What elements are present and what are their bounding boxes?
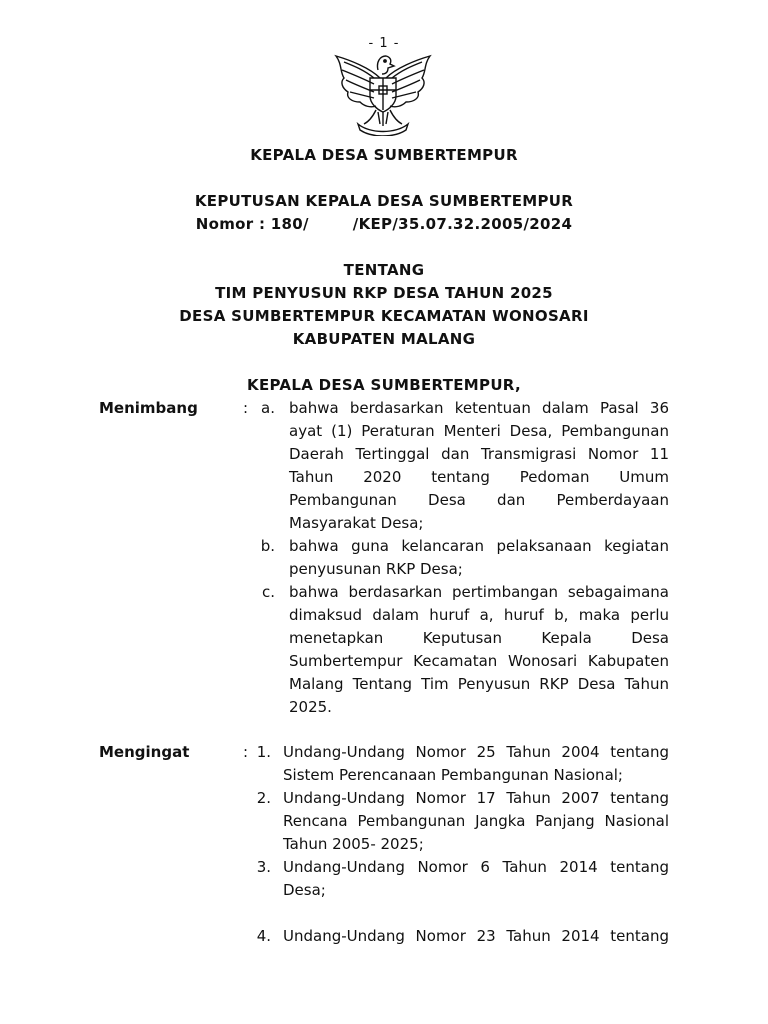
item-mark: 1. <box>256 743 271 761</box>
decree-number-label: Nomor : 180/ <box>195 215 309 233</box>
text-line: Undang-Undang Nomor 6 Tahun 2014 tentang <box>283 858 669 876</box>
item-mark: b. <box>260 537 275 555</box>
text-line: Undang-Undang Nomor 17 Tahun 2007 tentang <box>283 789 669 807</box>
text-line: Malang Tentang Tim Penyusun RKP Desa Tahun <box>289 675 669 693</box>
text-line: bahwa guna kelancaran pelaksanaan kegiatan <box>289 537 669 555</box>
text-line: Tahun 2020 tentang Pedoman Umum <box>289 468 669 486</box>
text-line: Daerah Tertinggal dan Transmigrasi Nomor 11 <box>289 445 669 463</box>
subject-line-2: DESA SUMBERTEMPUR KECAMATAN WONOSARI <box>179 307 589 325</box>
mengingat-label: Mengingat <box>99 743 190 761</box>
text-line: bahwa berdasarkan ketentuan dalam Pasal 36 <box>289 399 669 417</box>
issuer-heading: KEPALA DESA SUMBERTEMPUR, <box>247 376 521 394</box>
decree-number-code: /KEP/35.07.32.2005/2024 <box>352 215 573 233</box>
mengingat-colon: : <box>243 743 249 761</box>
text-line: Desa; <box>283 881 326 899</box>
subject-line-1: TIM PENYUSUN RKP DESA TAHUN 2025 <box>215 284 553 302</box>
text-line: Tahun 2005- 2025; <box>283 835 424 853</box>
text-line: bahwa berdasarkan pertimbangan sebagaimana <box>289 583 669 601</box>
text-line: 2025. <box>289 698 332 716</box>
text-line: Sumbertempur Kecamatan Wonosari Kabupaten <box>289 652 669 670</box>
text-line: Pembangunan Desa dan Pemberdayaan <box>289 491 669 509</box>
text-line: Undang-Undang Nomor 23 Tahun 2014 tentang <box>283 927 669 945</box>
text-line: menetapkan Keputusan Kepala Desa <box>289 629 669 647</box>
item-mark: 3. <box>256 858 271 876</box>
text-line: penyusunan RKP Desa; <box>289 560 463 578</box>
item-mark: c. <box>261 583 275 601</box>
text-line: Sistem Perencanaan Pembangunan Nasional; <box>283 766 623 784</box>
page-number: - 1 - <box>368 36 400 51</box>
text-line: ayat (1) Peraturan Menteri Desa, Pembangunan <box>289 422 669 440</box>
village-head-title: KEPALA DESA SUMBERTEMPUR <box>250 146 518 164</box>
text-line: Masyarakat Desa; <box>289 514 424 532</box>
menimbang-colon: : <box>243 399 249 417</box>
garuda-emblem-icon <box>330 48 436 136</box>
tentang-heading: TENTANG <box>343 261 425 279</box>
decree-title: KEPUTUSAN KEPALA DESA SUMBERTEMPUR <box>194 192 574 210</box>
item-mark: 4. <box>256 927 271 945</box>
text-line: Rencana Pembangunan Jangka Panjang Nasional <box>283 812 669 830</box>
text-line: dimaksud dalam huruf a, huruf b, maka perlu <box>289 606 669 624</box>
item-mark: 2. <box>256 789 271 807</box>
text-line: Undang-Undang Nomor 25 Tahun 2004 tentang <box>283 743 669 761</box>
menimbang-label: Menimbang <box>99 399 198 417</box>
item-mark: a. <box>261 399 275 417</box>
decree-number <box>0 215 768 233</box>
subject-line-3: KABUPATEN MALANG <box>292 330 476 348</box>
